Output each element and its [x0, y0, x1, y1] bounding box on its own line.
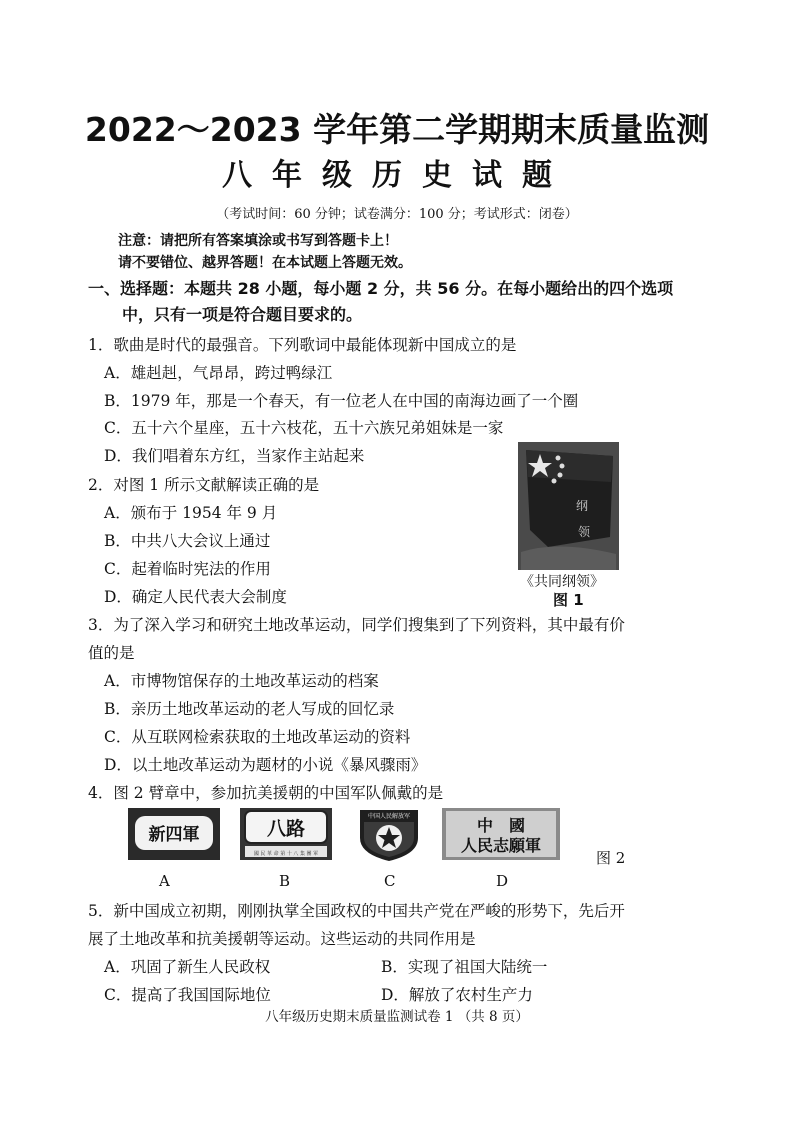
q1-option-c: C．五十六个星座，五十六枝花，五十六族兄弟姐妹是一家: [104, 419, 504, 437]
armband-c-text: 中国人民解放军: [367, 813, 411, 820]
q5-option-c: C．提高了我国国际地位: [104, 986, 271, 1004]
notice-line-2: 请不要错位、越界答题！在本试题上答题无效。: [118, 255, 412, 271]
q3-stem-line-2: 值的是: [88, 644, 135, 662]
armband-a-label: A: [159, 872, 170, 890]
armband-d-line-1: 中 國: [476, 816, 526, 835]
armband-b: [238, 806, 334, 862]
q1-option-d: D．我们唱着东方红，当家作主站起来: [104, 447, 365, 465]
q3-option-c: C．从互联网检索获取的土地改革运动的资料: [104, 728, 411, 746]
armband-b-subtext: 國 民 革 命 第 十 八 集 團 軍: [253, 851, 319, 857]
figure-1-text-2: 领: [578, 525, 591, 539]
q5-stem-line-1: 5．新中国成立初期，刚刚执掌全国政权的中国共产党在严峻的形势下，先后开: [88, 902, 625, 920]
armband-d: [440, 806, 562, 862]
figure-1-label: 图 1: [553, 591, 584, 609]
armband-b-text: 八路: [266, 818, 306, 840]
q3-option-b: B．亲历土地改革运动的老人写成的回忆录: [104, 700, 395, 718]
q5-option-b: B．实现了祖国大陆统一: [381, 958, 548, 976]
armband-b-label: B: [279, 872, 291, 890]
page-footer: 八年级历史期末质量监测试卷 1 （共 8 页）: [265, 1009, 529, 1025]
q2-option-b: B．中共八大会议上通过: [104, 532, 271, 550]
q5-option-a: A．巩固了新生人民政权: [104, 958, 271, 976]
q5-stem-line-2: 展了土地改革和抗美援朝等运动。这些运动的共同作用是: [88, 930, 476, 948]
armband-c: [356, 806, 422, 862]
q2-stem: 2．对图 1 所示文献解读正确的是: [88, 476, 320, 494]
armband-c-label: C: [384, 872, 396, 890]
exam-info: （考试时间：60 分钟；试卷满分：100 分；考试形式：闭卷）: [216, 207, 578, 222]
notice-line-1: 注意：请把所有答案填涂或书写到答题卡上！: [118, 233, 398, 249]
q3-stem-line-1: 3．为了深入学习和研究土地改革运动，同学们搜集到了下列资料，其中最有价: [88, 616, 625, 634]
armband-a: [126, 806, 222, 862]
q2-option-c: C．起着临时宪法的作用: [104, 560, 271, 578]
figure-1-image: [518, 442, 619, 570]
q1-stem: 1．歌曲是时代的最强音。下列歌词中最能体现新中国成立的是: [88, 336, 517, 354]
q5-option-d: D．解放了农村生产力: [381, 986, 533, 1004]
armband-d-label: D: [496, 872, 509, 890]
q2-option-d: D．确定人民代表大会制度: [104, 588, 287, 606]
figure-1-caption: 《共同纲领》: [520, 574, 604, 590]
exam-title: 2022～2023 学年第二学期期末质量监测: [84, 110, 710, 149]
q1-option-b: B．1979 年，那是一个春天，有一位老人在中国的南海边画了一个圈: [104, 392, 579, 410]
figure-2-label: 图 2: [596, 849, 626, 867]
q3-option-a: A．市博物馆保存的土地改革运动的档案: [104, 672, 379, 690]
armband-d-line-2: 人民志願軍: [460, 836, 542, 855]
figure-1-text-1: 纲: [576, 499, 589, 513]
q4-stem: 4．图 2 臂章中，参加抗美援朝的中国军队佩戴的是: [88, 784, 444, 802]
section-title-line-2: 中，只有一项是符合题目要求的。: [122, 305, 363, 324]
q3-option-d: D．以土地改革运动为题材的小说《暴风骤雨》: [104, 756, 427, 774]
exam-subtitle: 八年级历史试题: [222, 158, 572, 193]
section-title-line-1: 一、选择题：本题共 28 小题，每小题 2 分，共 56 分。在每小题给出的四个选项: [88, 279, 674, 298]
q1-option-a: A．雄赳赳，气昂昂，跨过鸭绿江: [104, 364, 333, 382]
armband-a-text: 新四軍: [148, 825, 200, 845]
q2-option-a: A．颁布于 1954 年 9 月: [104, 504, 278, 522]
flag-document-illustration: [518, 442, 619, 570]
